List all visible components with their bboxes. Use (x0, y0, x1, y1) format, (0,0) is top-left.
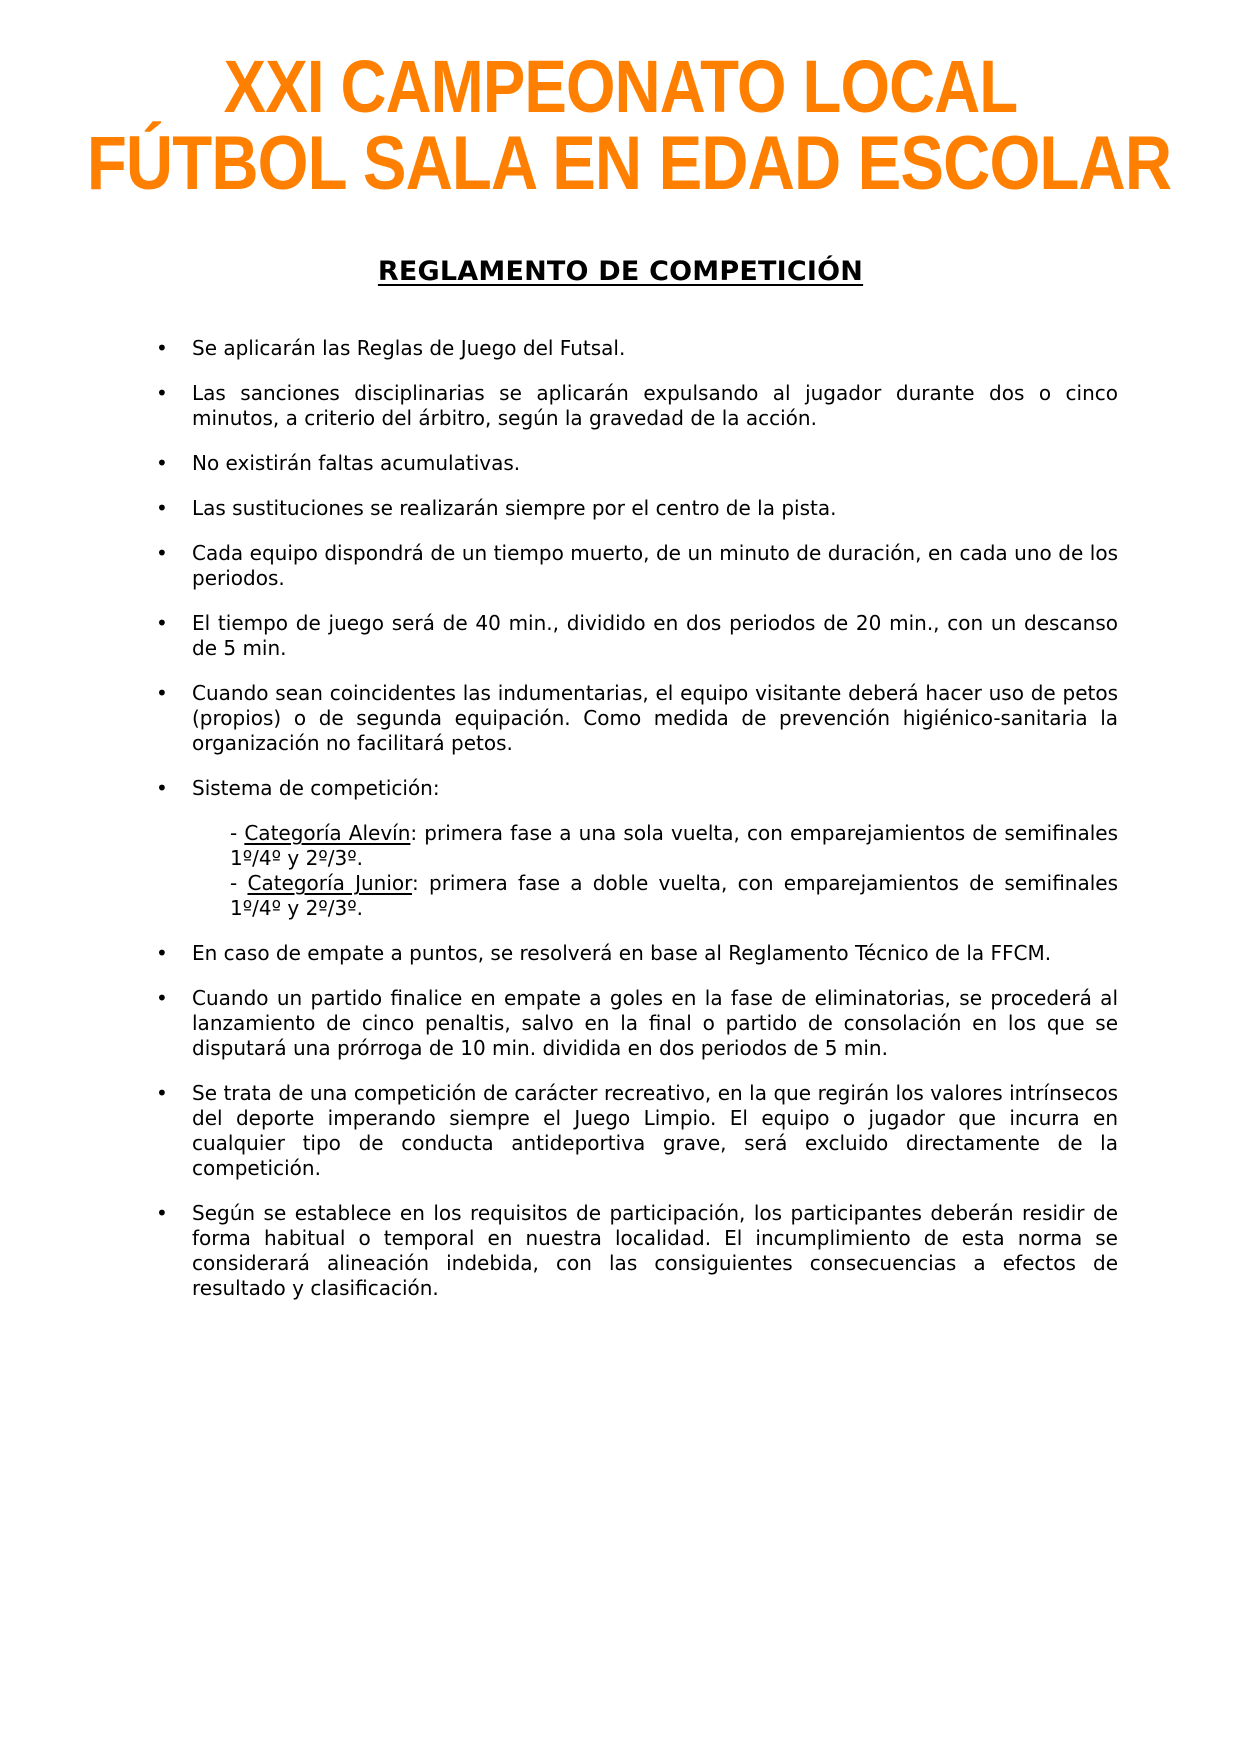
bullet-icon: • (156, 381, 168, 405)
competition-system-list (230, 821, 1118, 921)
rule-item-2 (158, 381, 1118, 431)
bullet-icon: • (156, 336, 168, 360)
rule-text: Cuando sean coincidentes las indumentarias, el equipo visitante deberá hacer uso de petos (propios) o de segunda equipación. Como medida de prevención higiénico-sanitaria la organización no facilitará petos. (192, 681, 1118, 755)
rule-text: Sistema de competición: (192, 776, 440, 800)
rule-text: Cada equipo dispondrá de un tiempo muerto, de un minuto de duración, en cada uno de los periodos. (192, 541, 1118, 590)
bullet-icon: • (156, 541, 168, 565)
rule-item-9 (158, 941, 1118, 966)
sub-item-prefix: - (230, 871, 248, 895)
bullet-icon: • (156, 1201, 168, 1225)
category-description: : primera fase a doble vuelta, con emparejamientos de semifinales 1º/4º y 2º/3º. (230, 871, 1119, 920)
rule-text: Según se establece en los requisitos de participación, los participantes deberán residir de forma habitual o temporal en nuestra localidad. El incumplimiento de esta norma se considerará alineación indebida, con las consiguientes consecuencias a efectos de resultado y clasificación. (192, 1201, 1118, 1300)
category-alevin (230, 821, 1118, 871)
rule-text: Se aplicarán las Reglas de Juego del Futsal. (192, 336, 626, 360)
rule-item-4 (158, 496, 1118, 521)
category-junior (230, 871, 1118, 921)
bullet-icon: • (156, 451, 168, 475)
rule-text: No existirán faltas acumulativas. (192, 451, 521, 475)
rule-text: Las sustituciones se realizarán siempre por el centro de la pista. (192, 496, 837, 520)
category-description: : primera fase a una sola vuelta, con emparejamientos de semifinales 1º/4º y 2º/3º. (230, 821, 1118, 870)
page-title: REGLAMENTO DE COMPETICIÓN (377, 256, 864, 287)
bullet-icon: • (156, 986, 168, 1010)
rule-item-10 (158, 986, 1118, 1061)
rule-item-3 (158, 451, 1118, 476)
bullet-icon: • (156, 1081, 168, 1105)
rule-text: Se trata de una competición de carácter recreativo, en la que regirán los valores intrínsecos del deporte imperando siempre el Juego Limpio. El equipo o jugador que incurra en cualquier tipo de conducta antideportiva grave, será excluido directamente de la competición. (192, 1081, 1118, 1180)
rule-item-1 (158, 336, 1118, 361)
rules-list (158, 336, 1118, 1321)
banner-line-1: XXI CAMPEONATO LOCAL (223, 45, 1018, 128)
bullet-icon: • (156, 776, 168, 800)
category-label: Categoría Alevín (244, 821, 411, 845)
rule-text: Las sanciones disciplinarias se aplicarán expulsando al jugador durante dos o cinco minutos, a criterio del árbitro, según la gravedad de la acción. (192, 381, 1118, 430)
bullet-icon: • (156, 941, 168, 965)
rule-text: Cuando un partido finalice en empate a goles en la fase de eliminatorias, se procederá al lanzamiento de cinco penaltis, salvo en la final o partido de consolación en los que se disputará una prórroga de 10 min. dividida en dos periodos de 5 min. (192, 986, 1118, 1060)
championship-banner (0, 45, 1241, 206)
bullet-icon: • (156, 611, 168, 635)
rule-text: El tiempo de juego será de 40 min., dividido en dos periodos de 20 min., con un descanso de 5 min. (192, 611, 1118, 660)
banner-line-2: FÚTBOL SALA EN EDAD ESCOLAR (86, 121, 1172, 206)
rule-item-5 (158, 541, 1118, 591)
rule-item-11 (158, 1081, 1118, 1181)
rule-item-7 (158, 681, 1118, 756)
bullet-icon: • (156, 496, 168, 520)
bullet-icon: • (156, 681, 168, 705)
category-label: Categoría Junior (247, 871, 412, 895)
rule-item-6 (158, 611, 1118, 661)
rule-item-12 (158, 1201, 1118, 1301)
sub-item-prefix: - (230, 821, 245, 845)
rule-text: En caso de empate a puntos, se resolverá en base al Reglamento Técnico de la FFCM. (192, 941, 1052, 965)
rule-item-8 (158, 776, 1118, 921)
